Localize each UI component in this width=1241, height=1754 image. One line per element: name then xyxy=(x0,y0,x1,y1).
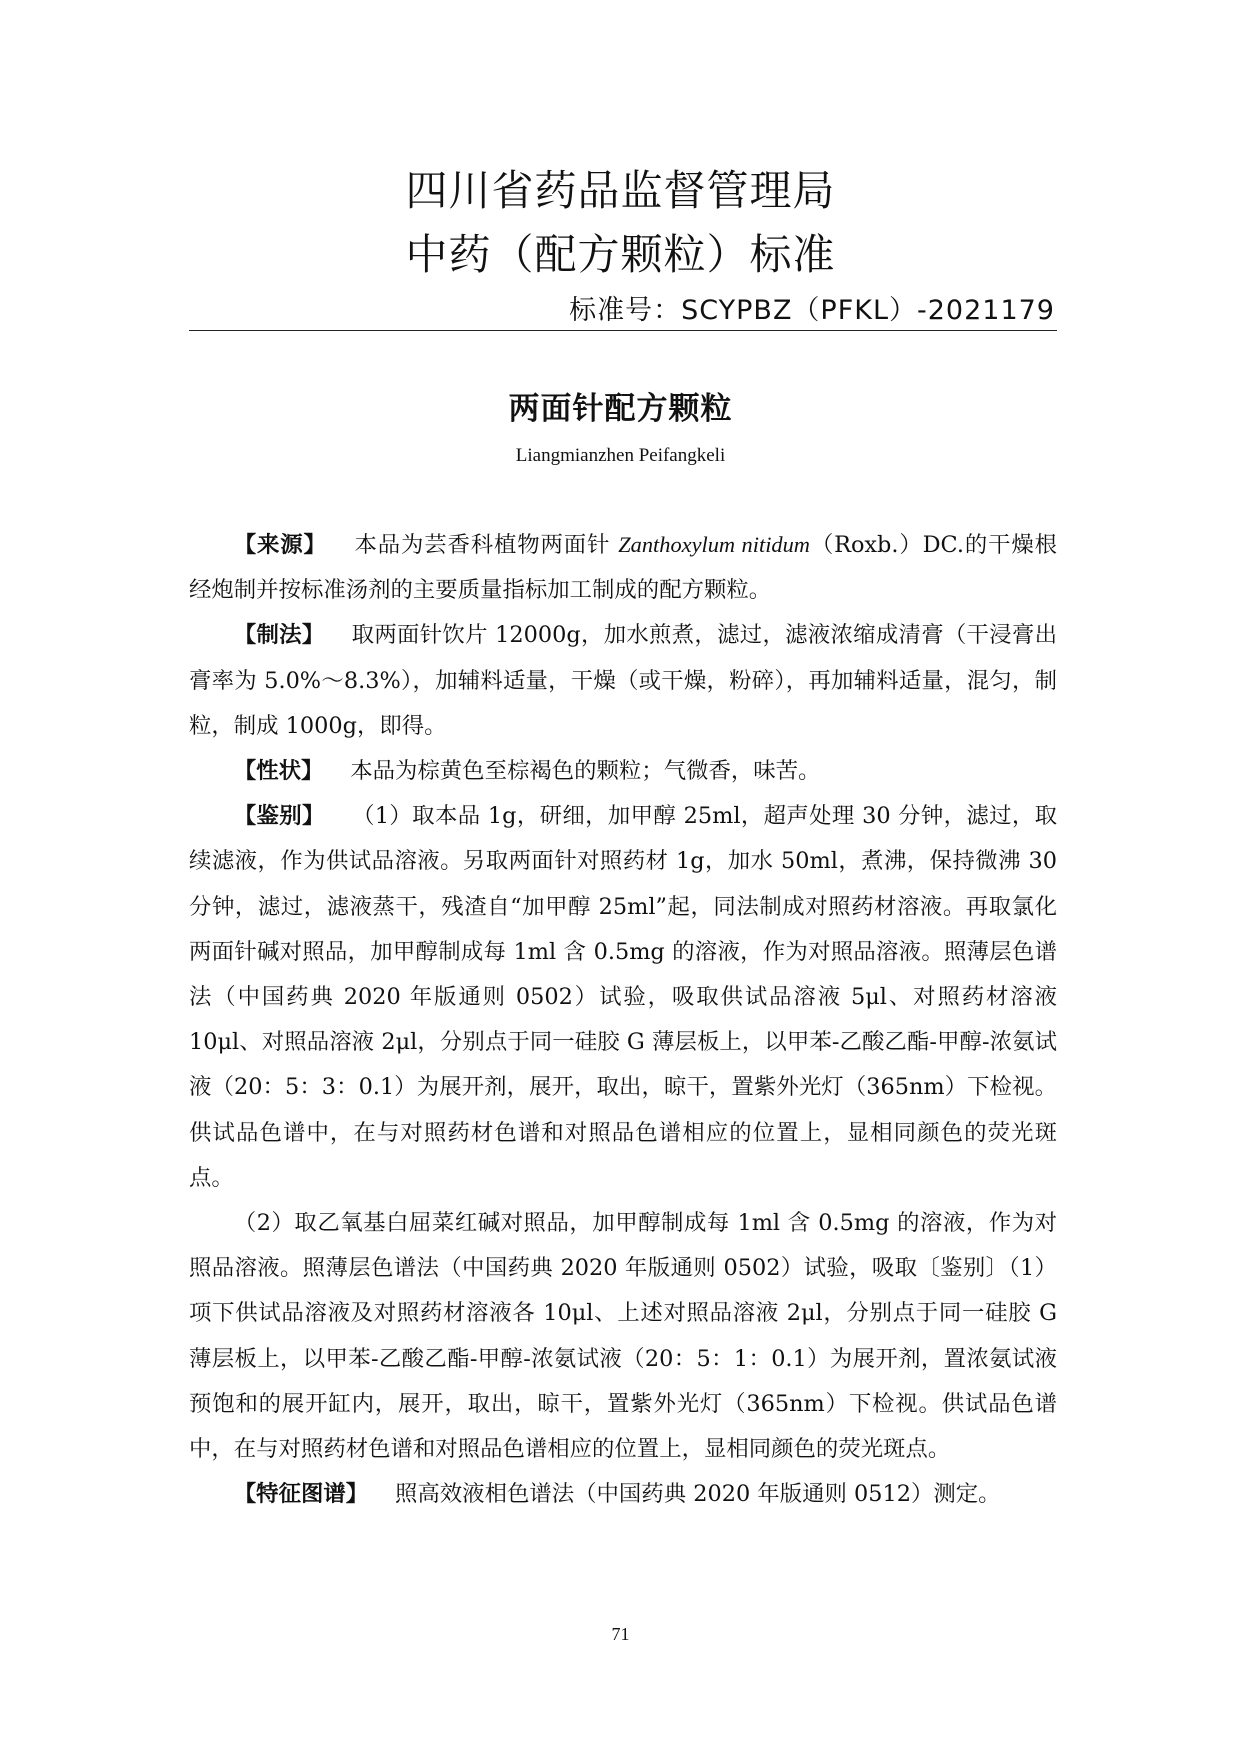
document-pinyin: Liangmianzhen Peifangkeli xyxy=(515,445,726,466)
section-identification-1: 【鉴别】 （1）取本品 1g，研细，加甲醇 25ml，超声处理 30 分钟，滤过，取续滤液，作为供试品溶液。另取两面针对照药材 1g，加水 50ml，煮沸，保持微沸 30 分钟，滤过，滤液蒸干，残渣自“加甲醇 25ml”起，同法制成对照药材溶液。再取氯化两面针碱对照品，加甲醇制成每 1ml 含 0.5mg 的溶液，作为对照品溶液。照薄层色谱法（中国药典 2020 年版通则 0502）试验，吸取供试品溶液 5μl、对照药材溶液 10μl、对照品溶液 2μl，分别点于同一硅胶 G 薄层板上，以甲苯-乙酸乙酯-甲醇-浓氨试液（20：5：3：0.1）为展开剂，展开，取出，晾干，置紫外光灯（365nm）下检视。供试品色谱中，在与对照药材色谱和对照品色谱相应的位置上，显相同颜色的荧光斑点。 xyxy=(189,803,1058,1191)
section-description: 【性状】 本品为棕黄色至棕褐色的颗粒；气微香，味苦。 xyxy=(233,758,821,785)
section-label: 【鉴别】 xyxy=(233,803,325,830)
authority-title: 四川省药品监督管理局 xyxy=(405,166,836,215)
section-label: 【制法】 xyxy=(233,622,325,649)
section-identification-2: （2）取乙氧基白屈菜红碱对照品，加甲醇制成每 1ml 含 0.5mg 的溶液，作为对照品溶液。照薄层色谱法（中国药典 2020 年版通则 0502）试验，吸取〔鉴别〕（1）项下供试品溶液及对照药材溶液各 10μl、上述对照品溶液 2μl，分别点于同一硅胶 G 薄层板上，以甲苯-乙酸乙酯-甲醇-浓氨试液（20：5：1：0.1）为展开剂，置浓氨试液预饱和的展开缸内，展开，取出，晾干，置紫外光灯（365nm）下检视。供试品色谱中，在与对照药材色谱和对照品色谱相应的位置上，显相同颜色的荧光斑点。 xyxy=(189,1210,1057,1463)
section-source: 【来源】 本品为芸香科植物两面针 Zanthoxylum nitidum（Roxb.）DC.的干燥根经炮制并按标准汤剂的主要质量指标加工制成的配方颗粒。 xyxy=(189,532,1057,604)
latin-name: Zanthoxylum nitidum xyxy=(618,532,810,557)
section-label: 【性状】 xyxy=(233,758,324,785)
standard-type-title: 中药（配方颗粒）标准 xyxy=(405,230,836,279)
header-divider xyxy=(189,330,1057,331)
document-title: 两面针配方颗粒 xyxy=(508,391,733,427)
section-preparation: 【制法】 取两面针饮片 12000g，加水煎煮，滤过，滤液浓缩成清膏（干浸膏出膏率为 5.0%～8.3%），加辅料适量，干燥（或干燥，粉碎），再加辅料适量，混匀，制粒，制成 1000g，即得。 xyxy=(189,622,1057,739)
section-label: 【来源】 xyxy=(233,532,327,558)
document-body xyxy=(189,522,1057,1517)
section-fingerprint: 【特征图谱】 照高效液相色谱法（中国药典 2020 年版通则 0512）测定。 xyxy=(233,1481,1001,1508)
page-number: 71 xyxy=(611,1624,630,1644)
section-label: 【特征图谱】 xyxy=(233,1481,369,1508)
standard-number: 标准号：SCYPBZ（PFKL）-2021179 xyxy=(569,295,1055,326)
